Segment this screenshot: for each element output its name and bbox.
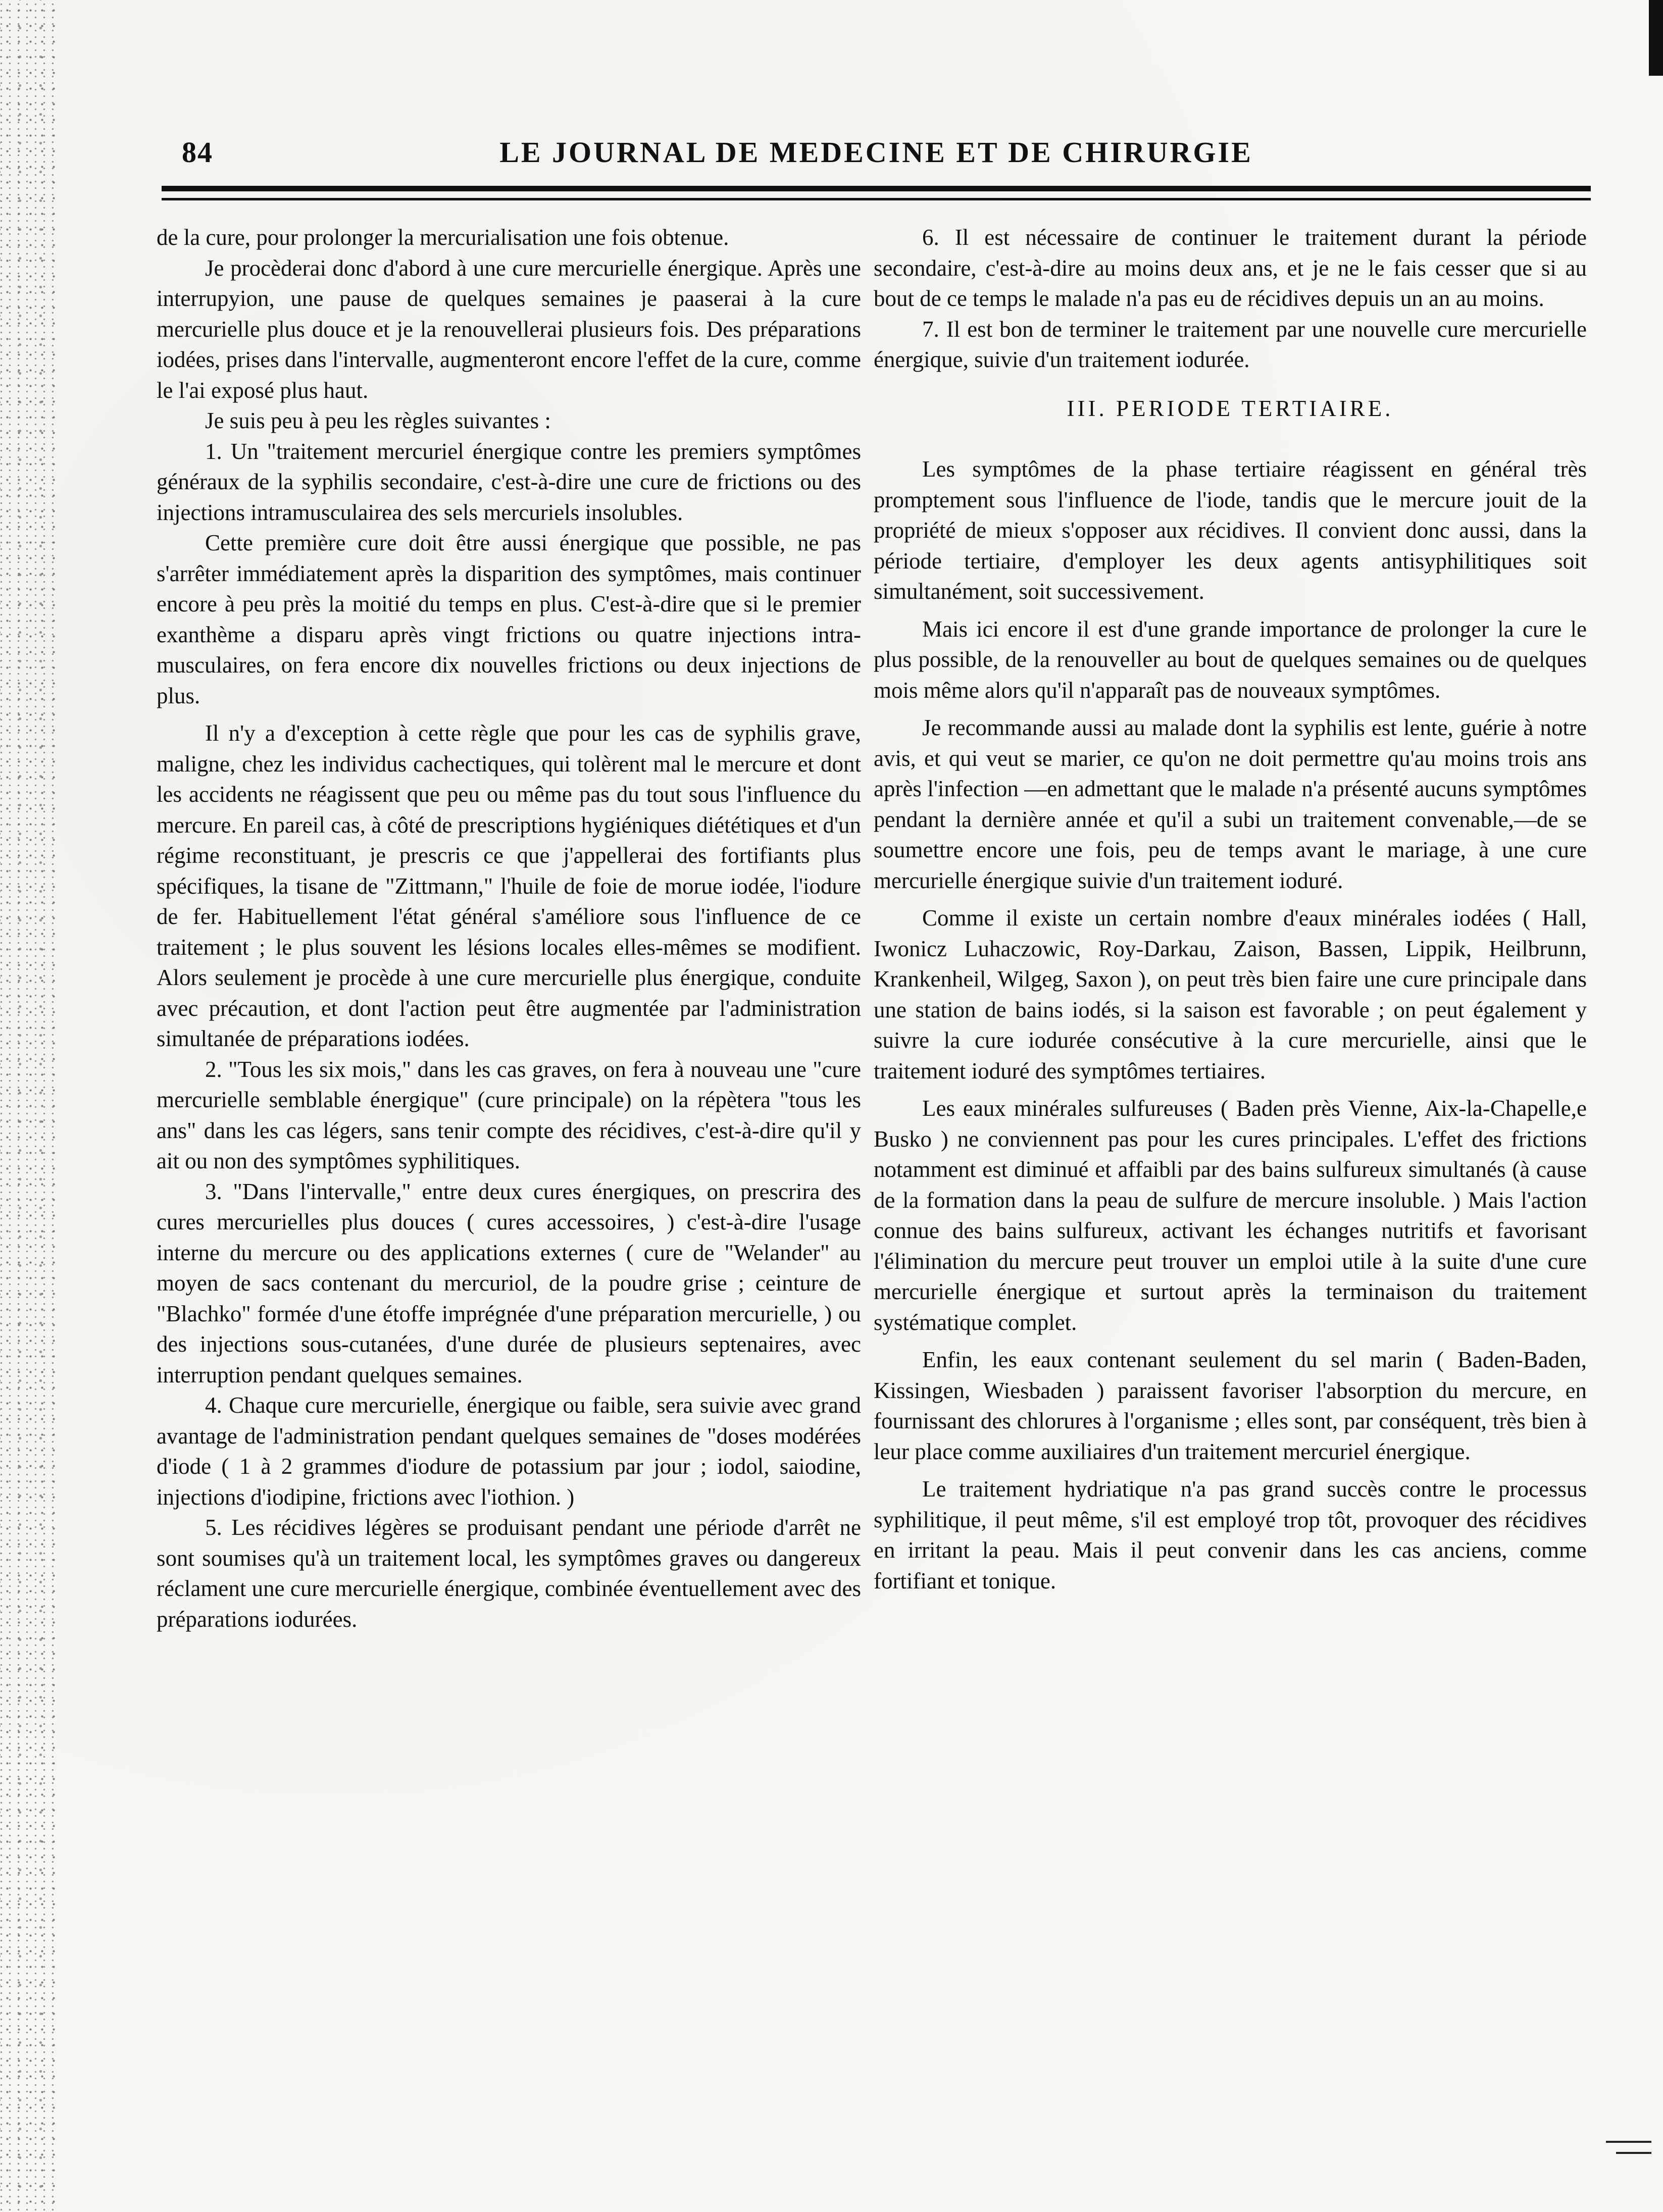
paragraph: 1. Un "traitement mercuriel énergique contre les premiers symptômes généraux de la syphilis secondaire, c'est-à-dire une cure de frictions ou des injections intramusculairea des sels mercuriels insolubles. (157, 438, 861, 525)
scan-mark (1616, 2152, 1651, 2154)
header-rule-thick (162, 186, 1591, 191)
paragraph: Je procèderai donc d'abord à une cure mercurielle énergique. Après une interrupyion, une pause de quelques semaines je paaserai à la cure mercurielle plus douce et je la renouvellerai plusieurs fois. Des préparations iodées, prises dans l'intervalle, augmenteront encore l'effet de la cure, comme le l'ai exposé plus haut. (157, 255, 861, 403)
paragraph: 2. "Tous les six mois," dans les cas graves, on fera à nouveau une "cure mercurielle semblable énergique" (cure principale) on la répètera "tous les ans" dans les cas légers, sans tenir compte des récidives, c'est-à-dire qu'il y ait ou non des symptômes syphilitiques. (157, 1056, 861, 1173)
paragraph: 3. "Dans l'intervalle," entre deux cures énergiques, on prescrira des cures mercurielles plus douces ( cures accessoires, ) c'est-à-dire l'usage interne du mercure ou des applications externes ( cure de "Welander" au moyen de sacs contenant du mercuriol, de la poudre grise ; ceinture de "Blachko" formée d'une étoffe imprégnée d'une préparation mercurielle, ) ou des injections sous-cutanées, d'une durée de plusieurs septenaires, avec interruption pendant quelques semaines. (157, 1178, 861, 1387)
paragraph: Mais ici encore il est d'une grande importance de prolonger la cure le plus possible, de la renouveller au bout de quelques semaines ou de quelques mois même alors qu'il n'apparaît pas de nouveaux symptômes. (874, 616, 1587, 703)
paragraph: 7. Il est bon de terminer le traitement par une nouvelle cure mercurielle énergique, suivie d'un traitement iodurée. (874, 316, 1587, 372)
right-column (874, 222, 1587, 1596)
left-column (157, 222, 861, 1634)
section-heading: III. PERIODE TERTIAIRE. (1067, 395, 1394, 421)
page-number: 84 (182, 136, 213, 169)
paragraph: 5. Les récidives légères se produisant pendant une période d'arrêt ne sont soumises qu'à un traitement local, les symptômes graves ou dangereux réclament une cure mercurielle énergique, combinée éventuellement avec des préparations iodurées. (157, 1515, 861, 1632)
scan-edge-mark (1649, 0, 1663, 76)
scan-mark (1606, 2141, 1651, 2143)
paragraph: Les symptômes de la phase tertiaire réagissent en général très promptement sous l'influence de l'iode, tandis que le mercure jouit de la propriété de mieux s'opposer aux récidives. Il convient donc aussi, dans la période tertiaire, d'employer les deux agents antisyphilitiques soit simultanément, soit successivement. (874, 456, 1587, 604)
paragraph: 4. Chaque cure mercurielle, énergique ou faible, sera suivie avec grand avantage de l'administration pendant quelques semaines de "doses modérées d'iode ( 1 à 2 grammes d'iodure de potassium par jour ; iodol, saiodine, injections d'iodipine, frictions avec l'iothion. ) (157, 1393, 861, 1510)
scan-edge-speckles (0, 0, 56, 2212)
paragraph: Les eaux minérales sulfureuses ( Baden près Vienne, Aix-la-Chapelle,e Busko ) ne conviennent pas pour les cures principales. L'effet des frictions notamment est diminué et affaibli par des bains sulfureux simultanés (à cause de la formation dans la peau de sulfure de mercure insoluble. ) Mais l'action connue des bains sulfureux, activant les échanges nutritifs et favorisant l'élimination du mercure peut trouver un emploi utile à la suite d'une cure mercurielle énergique et surtout après la terminaison du traitement systématique complet. (874, 1096, 1587, 1335)
paragraph: de la cure, pour prolonger la mercurialisation une fois obtenue. (157, 225, 729, 250)
paragraph: 6. Il est nécessaire de continuer le traitement durant la période secondaire, c'est-à-dire au moins deux ans, et je ne le fais cesser que si au bout de ce temps le malade n'a pas eu de récidives depuis un an au moins. (874, 225, 1587, 311)
paragraph: Je recommande aussi au malade dont la syphilis est lente, guérie à notre avis, et qui veut se marier, ce qu'on ne doit permettre qu'au moins trois ans après l'infection —en admettant que le malade n'a présenté aucuns symptômes pendant la dernière année et qu'il a subi un traitement convenable,—de se soumettre encore une fois, peu de temps avant le mariage, à une cure mercurielle énergique suivie d'un traitement ioduré. (874, 715, 1587, 893)
paragraph: Il n'y a d'exception à cette règle que pour les cas de syphilis grave, maligne, chez les individus cachectiques, qui tolèrent mal le mercure et dont les accidents ne réagissent que peu ou même pas du tout sous l'influence du mercure. En pareil cas, à côté de prescriptions hygiéniques diététiques et d'un régime reconstituant, je prescris ce que j'appellerai des fortifiants plus spécifiques, la tisane de "Zittmann," l'huile de foie de morue iodée, l'iodure de fer. Habituellement l'état général s'améliore sous l'influence de ce traitement ; le plus souvent les lésions locales elles-mêmes se modifient. Alors seulement je procède à une cure mercurielle plus énergique, conduite avec précaution, et dont l'action peut être augmentée par l'administration simultanée de préparations iodées. (157, 721, 861, 1051)
paragraph: Enfin, les eaux contenant seulement du sel marin ( Baden-Baden, Kissingen, Wiesbaden ) paraissent favoriser l'absorption du mercure, en fournissant des chlorures à l'organisme ; elles sont, par conséquent, très bien à leur place comme auxiliaires d'un traitement mercuriel énergique. (874, 1347, 1587, 1464)
paragraph: Comme il existe un certain nombre d'eaux minérales iodées ( Hall, Iwonicz Luhaczowic, Roy-Darkau, Zaison, Bassen, Lippik, Heilbrunn, Krankenheil, Wilgeg, Saxon ), on peut très bien faire une cure principale dans une station de bains iodés, si la saison est favorable ; on peut également y suivre la cure iodurée consécutive à la cure mercurielle, ainsi que le traitement ioduré des symptômes tertiaires. (874, 905, 1587, 1084)
page-header (162, 135, 1591, 176)
paragraph: Je suis peu à peu les règles suivantes : (205, 408, 551, 433)
paragraph: Cette première cure doit être aussi énergique que possible, ne pas s'arrêter immédiatement après la disparition des symptômes, mais continuer encore à peu près la moitié du temps en plus. C'est-à-dire que si le premier exanthème a disparu après vingt frictions ou quatre injections intra-musculaires, on fera encore dix nouvelles frictions ou deux injections de plus. (157, 530, 861, 708)
header-rule-thin (162, 198, 1591, 200)
paragraph: Le traitement hydriatique n'a pas grand succès contre le processus syphilitique, il peut même, s'il est employé trop tôt, provoquer des récidives en irritant la peau. Mais il peut convenir dans les cas anciens, comme fortifiant et tonique. (874, 1476, 1587, 1593)
journal-title: LE JOURNAL DE MEDECINE ET DE CHIRURGIE (499, 136, 1253, 169)
